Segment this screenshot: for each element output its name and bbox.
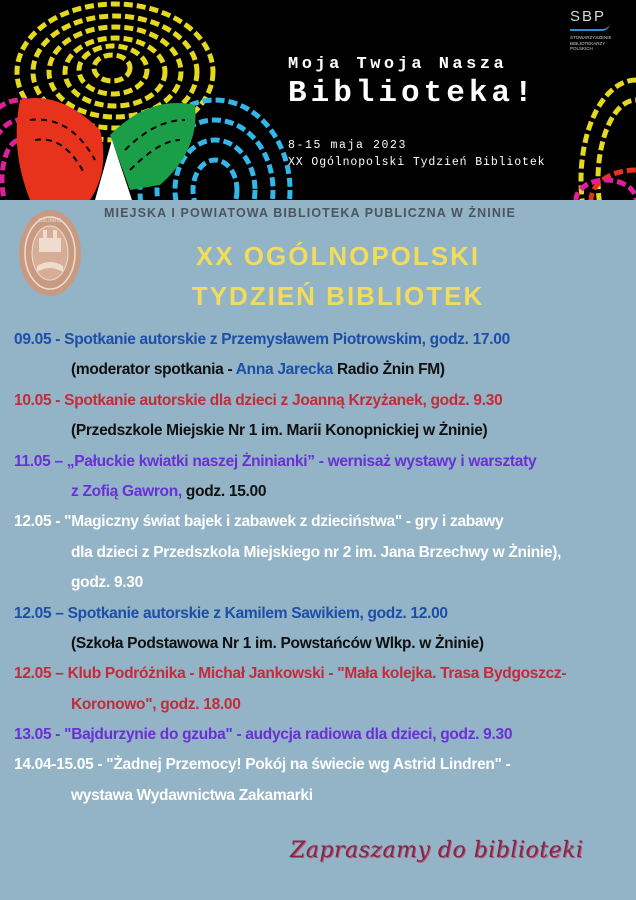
event-detail-text: (moderator spotkania - [71, 361, 236, 379]
sbp-sub-line: POLSKICH [570, 46, 593, 51]
event-detail: Koronowo", godz. 18.00 [71, 695, 241, 713]
closing-invitation: Zapraszamy do biblioteki [290, 838, 584, 863]
moderator-name: Anna Jarecka [235, 361, 333, 379]
fingerprint-art-right-icon [566, 60, 636, 200]
banner-title-line1: Moja Twoja Nasza [288, 55, 508, 74]
event-line: 09.05 - Spotkanie autorskie z Przemysławem Piotrowskim, godz. 17.00 [14, 331, 510, 348]
banner [0, 0, 636, 200]
event-detail: (Przedszkole Miejskie Nr 1 im. Marii Konopnickiej w Żninie) [71, 422, 488, 440]
events-list [14, 325, 636, 811]
sbp-sub-line: BIBLIOTEKARZY [570, 40, 606, 46]
event-line: 13.05 - "Bajdurzynie do gzuba" - audycja radiowa dla dzieci, godz. 9.30 [14, 726, 513, 744]
event-time: godz. 15.00 [181, 482, 267, 500]
event-line: 10.05 - Spotkanie autorskie dla dzieci z Joanną Krzyżanek, godz. 9.30 [14, 391, 503, 409]
event-detail: dla dzieci z Przedszkola Miejskiego nr 2 im. Jana Brzechwy w Żninie), [71, 543, 562, 561]
event-line: 12.05 – Klub Podróżnika - Michał Jankowski - "Mała kolejka. Trasa Bydgoszcz- [14, 665, 567, 683]
fingerprint-art-icon [0, 0, 300, 200]
banner-subtitle: XX Ogólnopolski Tydzień Bibliotek [288, 156, 546, 169]
sbp-logo [570, 8, 630, 52]
event-line: 12.05 - "Magiczny świat bajek i zabawek z dzieciństwa" - gry i zabawy [14, 513, 504, 531]
banner-title-line2: Biblioteka! [288, 76, 537, 111]
event-detail-text: Radio Żnin FM) [333, 361, 445, 379]
svg-text:EXLIBRIS: EXLIBRIS [38, 218, 62, 224]
event-detail: godz. 9.30 [71, 574, 143, 592]
banner-dates: 8-15 maja 2023 [288, 139, 408, 152]
event-detail [14, 355, 636, 385]
event-detail: wystawa Wydawnictwa Zakamarki [71, 786, 313, 804]
sbp-logo-mark: SBP [570, 8, 607, 25]
event-detail [14, 477, 636, 507]
sbp-sub-line: STOWARZYSZENIE [570, 35, 612, 40]
event-detail: (Szkoła Podstawowa Nr 1 im. Powstańców Wlkp. w Żninie) [71, 634, 484, 652]
event-guest: z Zofią Gawron, [71, 482, 182, 500]
page-title-line1: XX OGÓLNOPOLSKI [195, 241, 481, 271]
event-line: 12.05 – Spotkanie autorskie z Kamilem Sawikiem, godz. 12.00 [14, 604, 448, 622]
institution-name: MIEJSKA I POWIATOWA BIBLIOTEKA PUBLICZNA W ŻNINIE [104, 206, 516, 220]
event-line: 11.05 – „Pałuckie kwiatki naszej Żninianki” - wernisaż wystawy i warsztaty [14, 452, 537, 470]
sbp-logo-subtitle [570, 35, 630, 52]
event-line: 14.04-15.05 - "Żadnej Przemocy! Pokój na świecie wg Astrid Lindren" - [14, 756, 511, 774]
page-title-line2: TYDZIEŃ BIBLIOTEK [191, 281, 485, 311]
